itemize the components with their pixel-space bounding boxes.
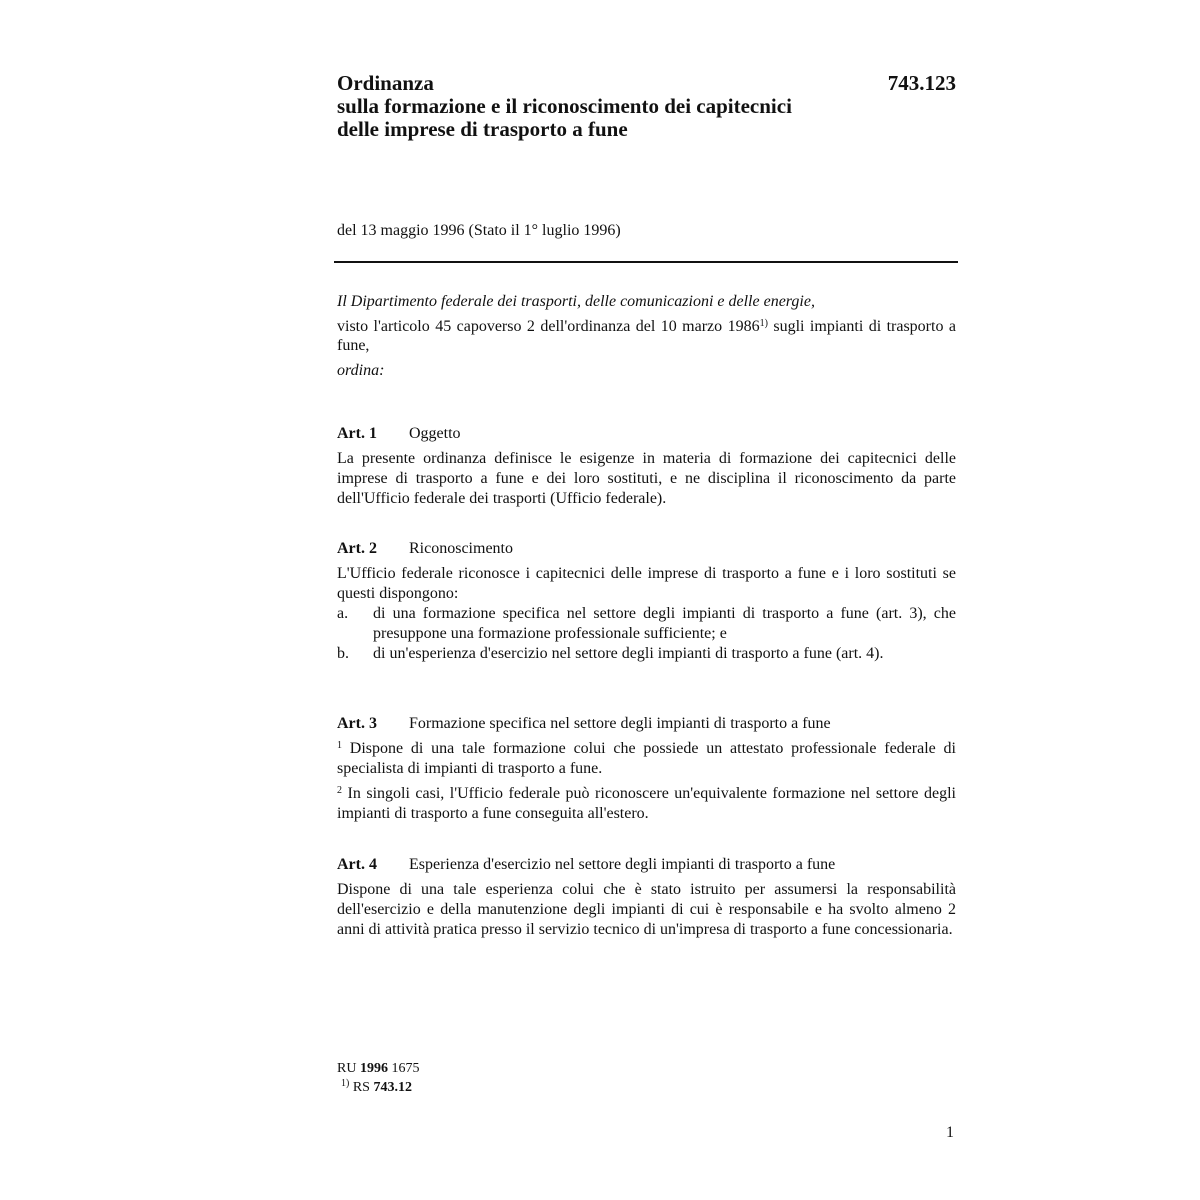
list-item-letter: a.	[337, 605, 349, 622]
article-3-title: Formazione specifica nel settore degli impianti di trasporto a fune	[409, 715, 831, 732]
article-1-number: Art. 1	[337, 425, 377, 442]
article-2-title: Riconoscimento	[409, 540, 513, 557]
document-title	[337, 72, 956, 141]
article-3-number: Art. 3	[337, 715, 377, 732]
preamble-visto	[337, 317, 956, 355]
document-date: del 13 maggio 1996 (Stato il 1° luglio 1996)	[337, 222, 621, 239]
visto-text-after: sugli impianti di trasporto a fune,	[337, 318, 956, 354]
article-2	[337, 539, 956, 664]
preamble-department: Il Dipartimento federale dei trasporti, delle comunicazioni e delle energie,	[337, 293, 815, 310]
title-line-2: sulla formazione e il riconoscimento dei capitecnici	[337, 94, 792, 118]
article-3-heading	[337, 714, 956, 734]
article-4-title: Esperienza d'esercizio nel settore degli impianti di trasporto a fune	[409, 856, 836, 873]
list-item-letter: b.	[337, 645, 349, 662]
article-2-number: Art. 2	[337, 540, 377, 557]
article-1	[337, 424, 956, 509]
article-4-number: Art. 4	[337, 856, 377, 873]
footnote-prefix: RS	[349, 1080, 374, 1095]
article-1-heading	[337, 424, 956, 444]
article-4-body: Dispone di una tale esperienza colui che è stato istruito per assumersi la responsabilità dell'esercizio e della manutenzione degli impianti di cui è responsabile e ha svolto almeno 2 anni di attività pratica presso il servizio tecnico di un'impresa di trasporto a fune concessionaria.	[337, 881, 956, 938]
list-item	[337, 644, 956, 664]
article-3-paragraph-1	[337, 739, 956, 779]
page-number: 1	[946, 1124, 954, 1141]
official-collection-ref	[337, 1059, 956, 1078]
article-3-paragraph-2	[337, 784, 956, 824]
ru-page: 1675	[387, 1061, 420, 1076]
sr-number: 743.123	[887, 71, 956, 95]
footnote-ref: 743.12	[373, 1080, 412, 1095]
preamble	[337, 292, 956, 380]
title-divider	[334, 261, 958, 263]
paragraph-text: In singoli casi, l'Ufficio federale può riconoscere un'equivalente formazione nel settore degli impianti di trasporto a fune conseguita all'estero.	[337, 785, 956, 822]
title-line-3: delle imprese di trasporto a fune	[337, 117, 628, 141]
article-2-heading	[337, 539, 956, 559]
article-4	[337, 855, 956, 940]
paragraph-text: Dispone di una tale formazione colui che possiede un attestato professionale federale di specialista di impianti di trasporto a fune.	[337, 740, 956, 777]
list-item	[337, 604, 956, 644]
list-item-text: di un'esperienza d'esercizio nel settore degli impianti di trasporto a fune (art. 4).	[373, 645, 884, 662]
footnote-marker: 1)	[341, 1078, 350, 1089]
article-1-title: Oggetto	[409, 425, 461, 442]
preamble-ordina: ordina:	[337, 362, 385, 379]
article-3	[337, 714, 956, 829]
ru-prefix: RU	[337, 1061, 360, 1076]
visto-text-before: visto l'articolo 45 capoverso 2 dell'ordinanza del 10 marzo 1986	[337, 318, 760, 335]
article-4-heading	[337, 855, 956, 875]
paragraph-number: 2	[337, 785, 342, 796]
article-1-body: La presente ordinanza definisce le esigenze in materia di formazione dei capitecnici delle imprese di trasporto a fune e dei loro sostituti, e ne disciplina il riconoscimento da parte dell'Ufficio federale dei trasporti (Ufficio federale).	[337, 450, 956, 507]
title-line-1: Ordinanza	[337, 71, 434, 95]
article-2-intro: L'Ufficio federale riconosce i capitecnici delle imprese di trasporto a fune e i loro sostituti se questi dispongono:	[337, 565, 956, 602]
footnote-1	[337, 1078, 956, 1097]
ru-year: 1996	[359, 1061, 388, 1076]
page-footer	[337, 1059, 956, 1097]
footnote-ref-1: 1)	[759, 318, 768, 329]
paragraph-number: 1	[337, 740, 342, 751]
list-item-text: di una formazione specifica nel settore degli impianti di trasporto a fune (art. 3), che presuppone una formazione professionale sufficiente; e	[373, 605, 956, 642]
